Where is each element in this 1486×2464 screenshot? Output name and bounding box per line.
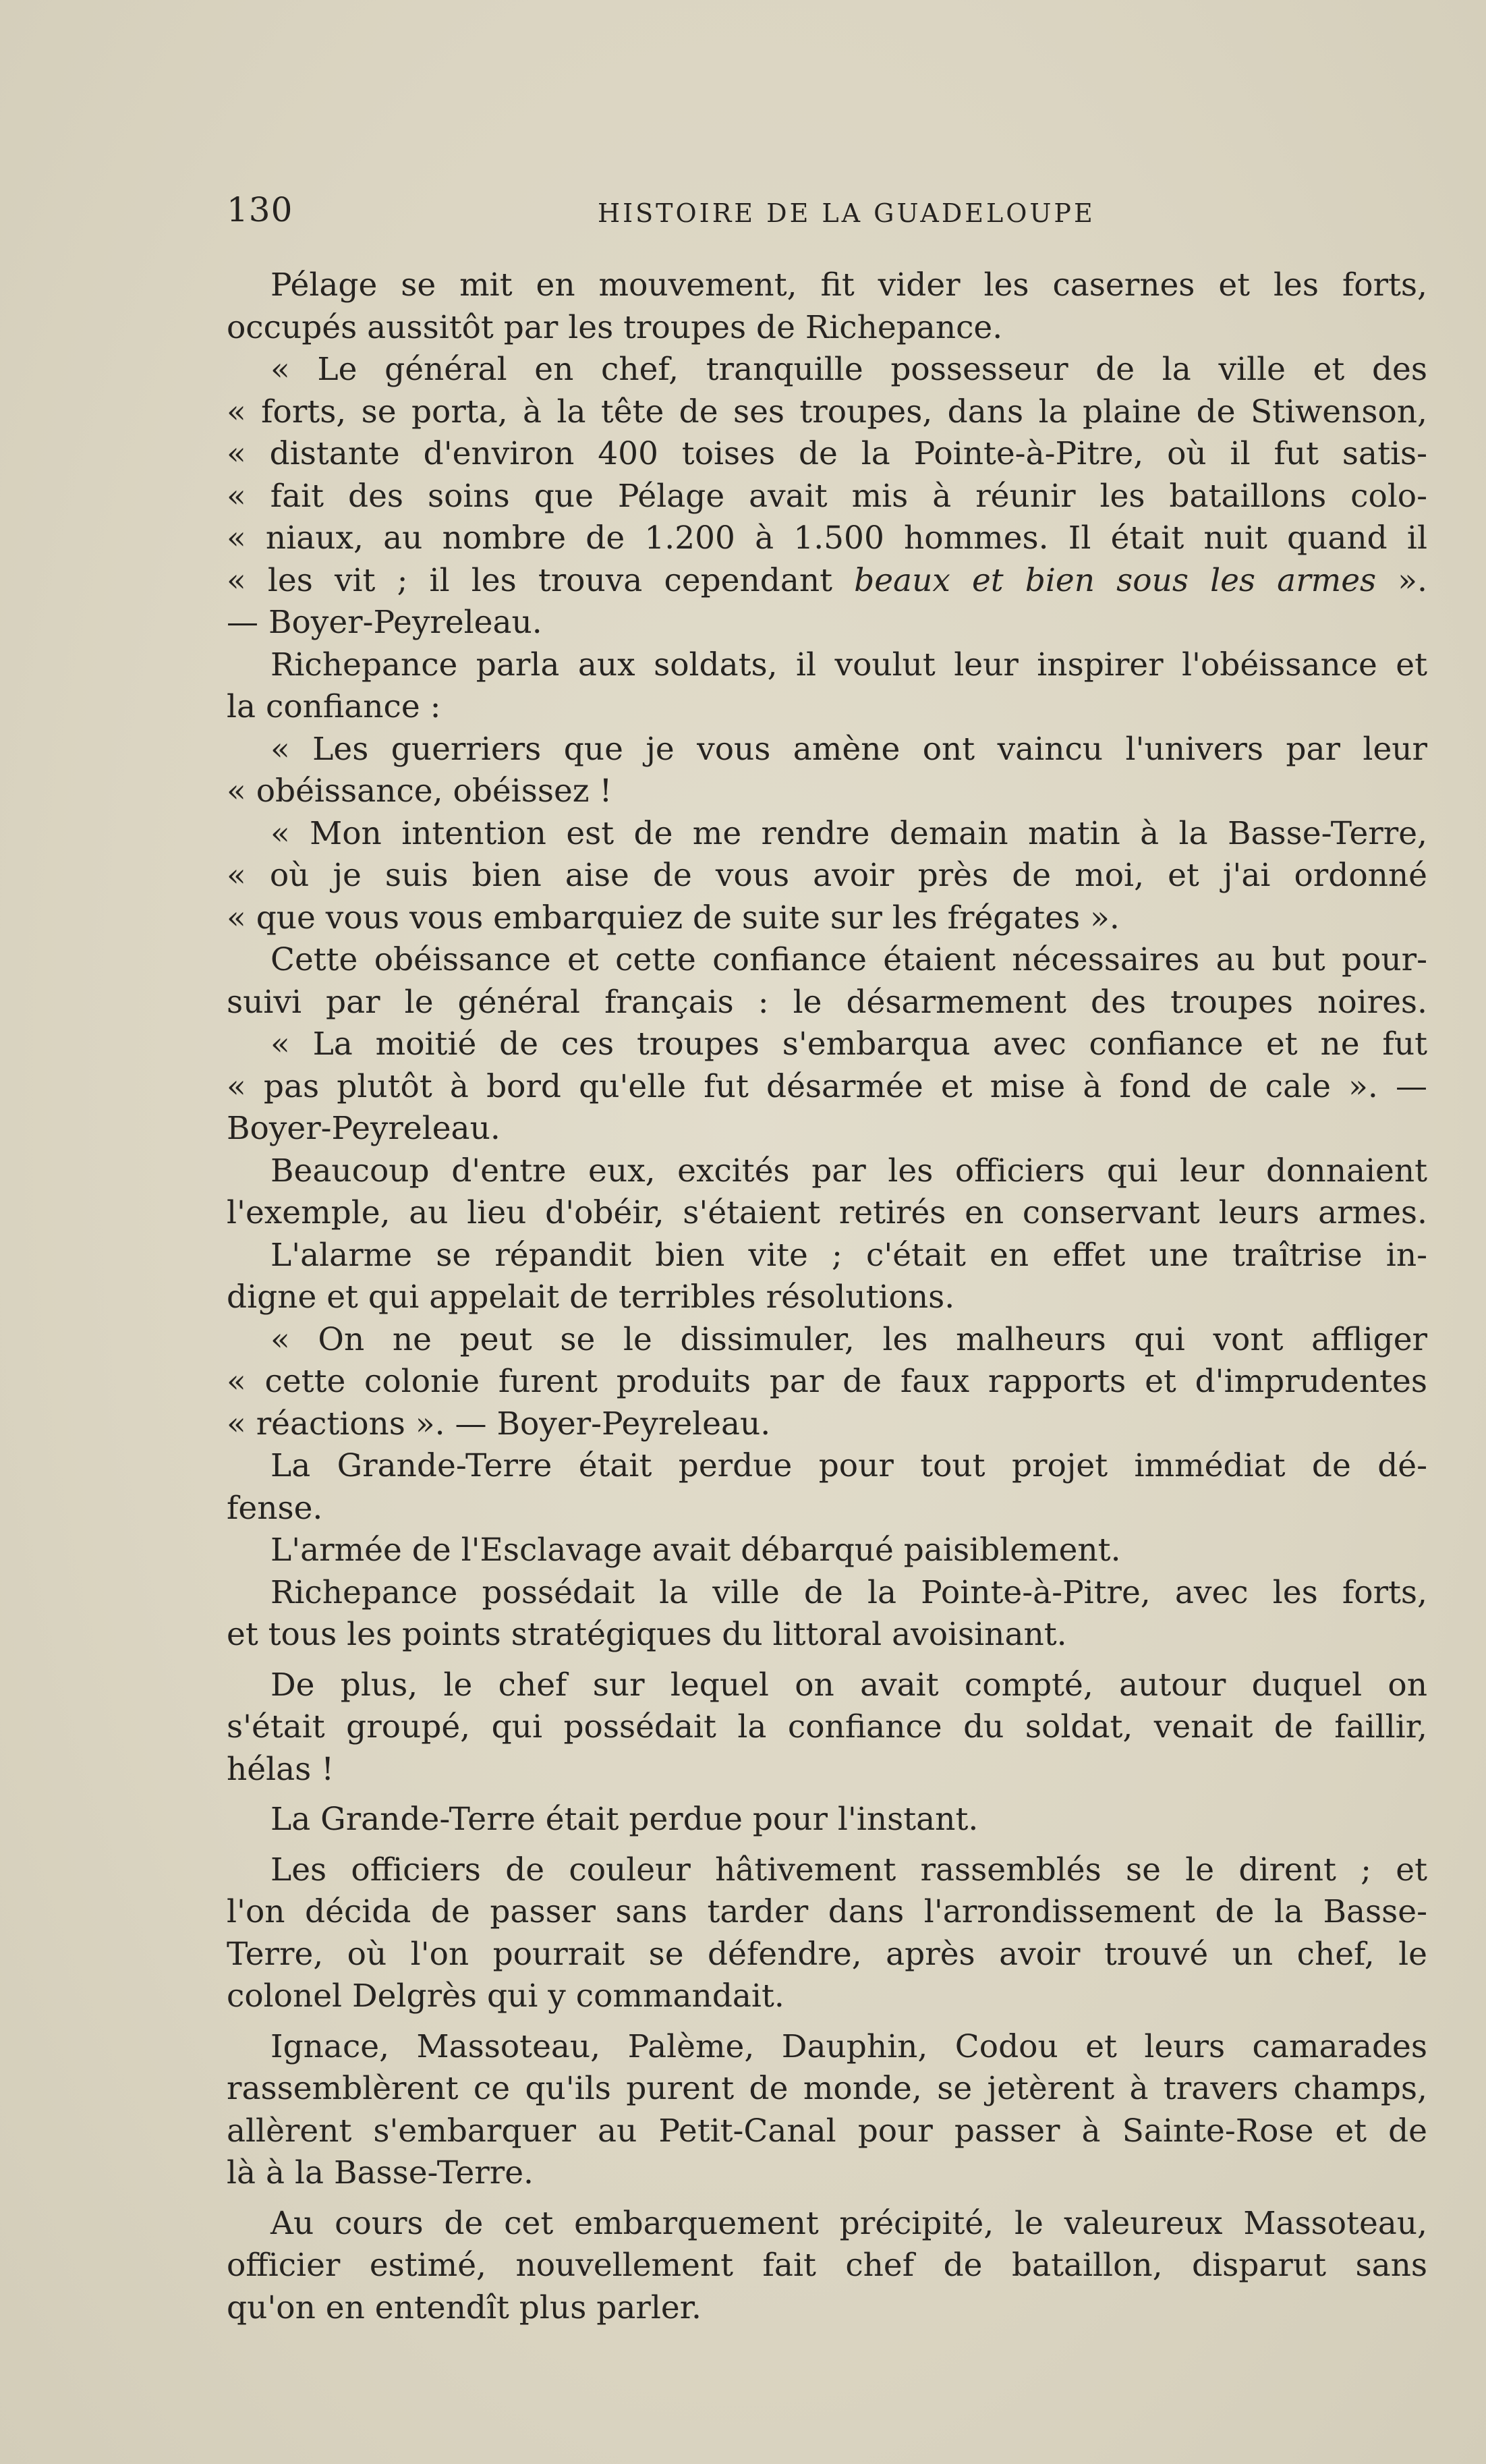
line-text: hélas ! bbox=[227, 1750, 335, 1788]
line-text: la confiance : bbox=[227, 688, 441, 725]
text-line bbox=[227, 1976, 1427, 2018]
body-text bbox=[227, 264, 1427, 2329]
line-text: Boyer-Peyreleau. bbox=[227, 1110, 501, 1147]
text-line bbox=[227, 2110, 1427, 2153]
line-text: « Le général en chef, tranquille possesseur de la ville et des bbox=[270, 351, 1427, 388]
line-text: Au cours de cet embarquement précipité, le valeureux Massoteau, bbox=[270, 2204, 1427, 2242]
text-line bbox=[227, 1319, 1427, 1362]
text-line bbox=[227, 729, 1427, 771]
text-line bbox=[227, 307, 1427, 349]
text-line bbox=[227, 2245, 1427, 2287]
text-line bbox=[227, 433, 1427, 476]
line-text: occupés aussitôt par les troupes de Richepance. bbox=[227, 308, 1003, 346]
line-text: fense. bbox=[227, 1489, 323, 1527]
text-line bbox=[227, 1799, 1427, 1841]
text-line bbox=[227, 476, 1427, 518]
text-line bbox=[227, 1572, 1427, 1615]
line-text: digne et qui appelait de terribles résolutions. bbox=[227, 1279, 955, 1316]
line-text: « distante d'environ 400 toises de la Pointe-à-Pitre, où il fut satis- bbox=[227, 435, 1427, 472]
line-text: allèrent s'embarquer au Petit-Canal pour passer à Sainte-Rose et de bbox=[227, 2112, 1427, 2150]
line-text: « pas plutôt à bord qu'elle fut désarmée et mise à fond de cale ». — bbox=[227, 1067, 1427, 1105]
line-text: « obéissance, obéissez ! bbox=[227, 773, 612, 810]
page-number: 130 bbox=[227, 190, 293, 229]
line-text-after: ». bbox=[1376, 561, 1427, 599]
text-line bbox=[227, 2026, 1427, 2069]
line-text: L'alarme se répandit bien vite ; c'était en effet une traîtrise in- bbox=[270, 1236, 1427, 1274]
line-text: officier estimé, nouvellement fait chef de bataillon, disparut sans bbox=[227, 2247, 1427, 2284]
text-line bbox=[227, 1849, 1427, 1892]
running-title: HISTOIRE DE LA GUADELOUPE bbox=[598, 198, 1095, 228]
line-text: « cette colonie furent produits par de faux rapports et d'imprudentes bbox=[227, 1363, 1427, 1400]
line-text: La Grande-Terre était perdue pour l'instant. bbox=[270, 1801, 979, 1838]
line-text: « niaux, au nombre de 1.200 à 1.500 hommes. Il était nuit quand il bbox=[227, 520, 1427, 557]
text-line bbox=[227, 644, 1427, 687]
line-text: — Boyer-Peyreleau. bbox=[227, 604, 542, 641]
text-line bbox=[227, 264, 1427, 307]
line-text: et tous les points stratégiques du littoral avoisinant. bbox=[227, 1616, 1067, 1653]
text-line bbox=[227, 855, 1427, 897]
line-text: « Les guerriers que je vous amène ont vaincu l'univers par leur bbox=[270, 730, 1427, 768]
line-text: suivi par le général français : le désarmement des troupes noires. bbox=[227, 983, 1427, 1021]
text-line bbox=[227, 1235, 1427, 1277]
line-italic-text: beaux et bien sous les armes bbox=[854, 561, 1377, 599]
text-line bbox=[227, 1108, 1427, 1150]
text-line bbox=[227, 391, 1427, 434]
text-line bbox=[227, 2152, 1427, 2195]
text-line bbox=[227, 813, 1427, 856]
line-text: Richepance parla aux soldats, il voulut leur inspirer l'obéissance et bbox=[270, 646, 1427, 683]
text-line bbox=[227, 1664, 1427, 1707]
line-text: « forts, se porta, à la tête de ses troupes, dans la plaine de Stiwenson, bbox=[227, 393, 1427, 430]
text-line bbox=[227, 1361, 1427, 1403]
text-line bbox=[227, 349, 1427, 391]
line-text: Les officiers de couleur hâtivement rassemblés se le dirent ; et bbox=[270, 1851, 1427, 1888]
line-text: « réactions ». — Boyer-Peyreleau. bbox=[227, 1405, 771, 1443]
text-line bbox=[227, 2203, 1427, 2245]
text-line bbox=[227, 1530, 1427, 1572]
line-text: « que vous vous embarquiez de suite sur les frégates ». bbox=[227, 899, 1120, 936]
line-text: Cette obéissance et cette confiance étaient nécessaires au but pour- bbox=[270, 941, 1427, 978]
text-line bbox=[227, 897, 1427, 940]
text-line bbox=[227, 1934, 1427, 1976]
line-text: « La moitié de ces troupes s'embarqua avec confiance et ne fut bbox=[270, 1026, 1427, 1063]
text-line bbox=[227, 771, 1427, 813]
text-line bbox=[227, 1150, 1427, 1193]
text-line bbox=[227, 560, 1427, 603]
text-line bbox=[227, 1706, 1427, 1749]
text-line bbox=[227, 1277, 1427, 1319]
text-line bbox=[227, 1749, 1427, 1791]
text-line bbox=[227, 1024, 1427, 1066]
page-header bbox=[227, 190, 1421, 237]
line-text: qu'on en entendît plus parler. bbox=[227, 2289, 702, 2326]
text-line bbox=[227, 1445, 1427, 1488]
line-text: l'on décida de passer sans tarder dans l'arrondissement de la Basse- bbox=[227, 1893, 1427, 1930]
line-text: s'était groupé, qui possédait la confiance du soldat, venait de faillir, bbox=[227, 1708, 1427, 1745]
text-line bbox=[227, 1192, 1427, 1235]
line-text: « On ne peut se le dissimuler, les malheurs qui vont affliger bbox=[270, 1320, 1427, 1358]
text-line bbox=[227, 939, 1427, 982]
line-text: Richepance possédait la ville de la Pointe-à-Pitre, avec les forts, bbox=[270, 1573, 1427, 1611]
line-text: De plus, le chef sur lequel on avait compté, autour duquel on bbox=[270, 1666, 1427, 1704]
line-text: Terre, où l'on pourrait se défendre, après avoir trouvé un chef, le bbox=[227, 1935, 1427, 1973]
line-text: rassemblèrent ce qu'ils purent de monde, se jetèrent à travers champs, bbox=[227, 2070, 1427, 2107]
line-text: l'exemple, au lieu d'obéir, s'étaient retirés en conservant leurs armes. bbox=[227, 1194, 1427, 1231]
text-line bbox=[227, 2068, 1427, 2110]
line-text: « où je suis bien aise de vous avoir près de moi, et j'ai ordonné bbox=[227, 857, 1427, 894]
line-text: « fait des soins que Pélage avait mis à réunir les bataillons colo- bbox=[227, 477, 1427, 515]
line-text: là à la Basse-Terre. bbox=[227, 2154, 534, 2191]
text-line bbox=[227, 602, 1427, 644]
line-text: Beaucoup d'entre eux, excités par les officiers qui leur donnaient bbox=[270, 1152, 1427, 1189]
line-text: Pélage se mit en mouvement, fit vider les casernes et les forts, bbox=[270, 267, 1427, 304]
line-text: La Grande-Terre était perdue pour tout projet immédiat de dé- bbox=[270, 1447, 1427, 1484]
text-line bbox=[227, 1614, 1427, 1656]
text-line bbox=[227, 1488, 1427, 1530]
text-line bbox=[227, 982, 1427, 1024]
line-text: Ignace, Massoteau, Palème, Dauphin, Codou et leurs camarades bbox=[270, 2027, 1427, 2065]
line-text: colonel Delgrès qui y commandait. bbox=[227, 1978, 784, 2015]
text-line bbox=[227, 2287, 1427, 2330]
text-line bbox=[227, 517, 1427, 560]
line-text: L'armée de l'Esclavage avait débarqué paisiblement. bbox=[270, 1532, 1121, 1569]
line-text: « les vit ; il les trouva cependant bbox=[227, 561, 855, 599]
line-text: « Mon intention est de me rendre demain matin à la Basse-Terre, bbox=[270, 814, 1427, 852]
text-line bbox=[227, 686, 1427, 729]
text-line bbox=[227, 1891, 1427, 1934]
text-line bbox=[227, 1066, 1427, 1109]
text-line bbox=[227, 1403, 1427, 1446]
